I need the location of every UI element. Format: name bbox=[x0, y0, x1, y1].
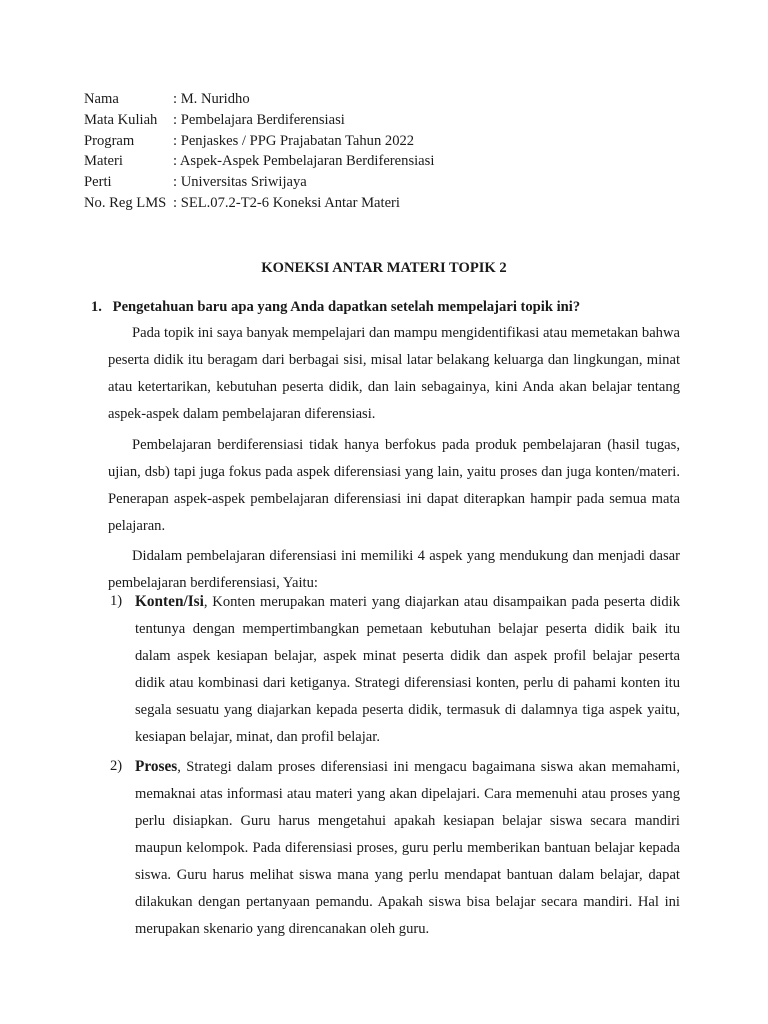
list-item-text bbox=[135, 753, 680, 943]
info-row-nama bbox=[84, 89, 434, 110]
info-row-program bbox=[84, 131, 434, 152]
question-heading bbox=[91, 297, 580, 317]
question-number: 1. bbox=[91, 299, 102, 315]
document-title: KONEKSI ANTAR MATERI TOPIK 2 bbox=[261, 260, 507, 276]
info-row-perti bbox=[84, 172, 434, 193]
info-value: : Penjaskes / PPG Prajabatan Tahun 2022 bbox=[173, 132, 415, 149]
answer-paragraph: Pembelajaran berdiferensiasi tidak hanya berfokus pada produk pembelajaran (hasil tugas, ujian, dsb) tapi juga fokus pada aspek diferensiasi yang lain, yaitu proses dan juga konten/materi. Penerapan aspek-aspek pembelajaran diferensiasi ini dapat diterapkan hampir pada semua mata pelajaran. bbox=[108, 436, 680, 534]
info-label: Program bbox=[84, 132, 135, 149]
info-label: Materi bbox=[84, 153, 123, 170]
info-label: Perti bbox=[84, 174, 112, 191]
info-value: : SEL.07.2-T2-6 Koneksi Antar Materi bbox=[173, 194, 400, 211]
info-label: No. Reg LMS bbox=[84, 194, 167, 211]
list-item-term: Konten/Isi bbox=[135, 593, 204, 610]
aspect-list bbox=[110, 588, 680, 945]
info-value: : Pembelajara Berdiferensiasi bbox=[173, 111, 345, 128]
list-item-term: Proses bbox=[135, 758, 178, 775]
list-item bbox=[110, 588, 680, 751]
question-text: Pengetahuan baru apa yang Anda dapatkan setelah mempelajari topik ini? bbox=[112, 299, 581, 315]
answer-body bbox=[108, 320, 680, 597]
info-value: : M. Nuridho bbox=[173, 91, 250, 107]
info-value: : Universitas Sriwijaya bbox=[173, 174, 307, 191]
answer-paragraph: Didalam pembelajaran diferensiasi ini memiliki 4 aspek yang mendukung dan menjadi dasar pembelajaran berdiferensiasi, Yaitu: bbox=[108, 548, 680, 591]
info-row-no-reg-lms bbox=[84, 193, 434, 214]
info-label: Nama bbox=[84, 91, 119, 107]
list-item-number: 2) bbox=[110, 758, 123, 774]
info-label: Mata Kuliah bbox=[84, 111, 158, 128]
info-row-materi bbox=[84, 151, 434, 172]
list-item-description: , Konten merupakan materi yang diajarkan atau disampaikan pada peserta didik tentunya dengan mempertimbangkan pemetaan kebutuhan belajar peserta didik baik itu dalam aspek kesiapan belajar, aspek minat peserta didik dan aspek profil belajar peserta didik atau kombinasi dari ketiganya. Strategi diferensiasi konten, perlu di pahami konten itu segala sesuatu yang diajarkan kepada peserta didik, termasuk di dalamnya tiga aspek yaitu, kesiapan belajar, minat, dan profil belajar. bbox=[135, 594, 680, 745]
info-row-mata-kuliah bbox=[84, 110, 434, 131]
list-item-description: , Strategi dalam proses diferensiasi ini mengacu bagaimana siswa akan memahami, memaknai atas informasi atau materi yang akan dipelajari. Cara memenuhi atau proses yang perlu disiapkan. Guru harus mengetahui apakah kesiapan belajar siswa secara mandiri maupun kelompok. Pada diferensiasi proses, guru perlu memberikan bantuan belajar kepada siswa. Guru harus melihat siswa mana yang perlu mendapat bantuan dalam belajar, dapat dilakukan dengan pertanyaan pemandu. Apakah siswa bisa belajar secara mandiri. Hal ini merupakan skenario yang direncanakan oleh guru. bbox=[135, 759, 680, 937]
list-item bbox=[110, 753, 680, 943]
info-value: : Aspek-Aspek Pembelajaran Berdiferensiasi bbox=[173, 153, 435, 170]
list-item-number: 1) bbox=[110, 593, 123, 609]
student-info-header bbox=[84, 89, 434, 214]
list-item-text bbox=[135, 588, 680, 751]
answer-paragraph: Pada topik ini saya banyak mempelajari dan mampu mengidentifikasi atau memetakan bahwa peserta didik itu beragam dari berbagai sisi, misal latar belakang keluarga dan lingkungan, minat atau ketertarikan, kebutuhan peserta didik, dan lain sebagainya, kini Anda akan belajar tentang aspek-aspek dalam pembelajaran diferensiasi. bbox=[108, 325, 680, 422]
